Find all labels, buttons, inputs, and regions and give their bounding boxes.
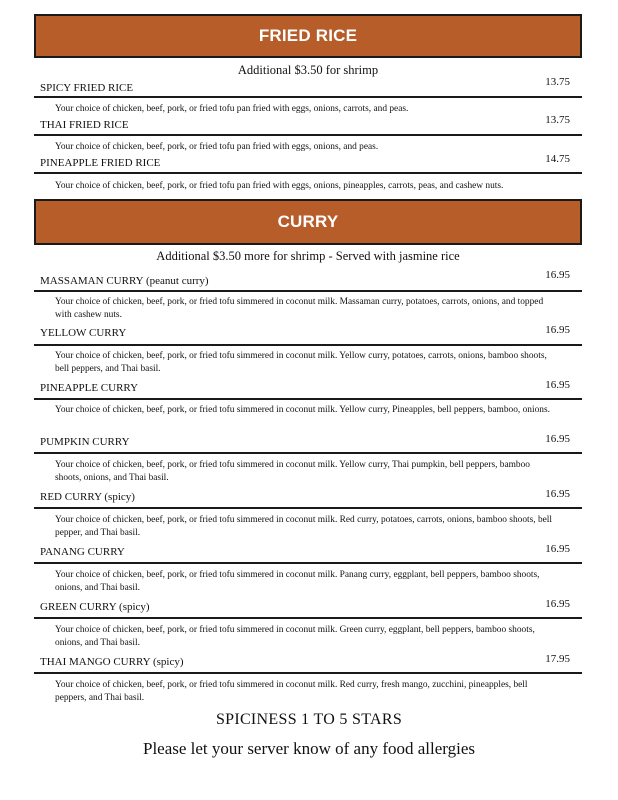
curry-banner xyxy=(34,199,582,245)
item-divider xyxy=(34,134,582,136)
menu-item-price: 16.95 xyxy=(545,269,570,281)
item-divider xyxy=(34,452,582,454)
menu-item-price: 16.95 xyxy=(545,598,570,610)
curry-heading: CURRY xyxy=(277,212,339,231)
menu-item-name: PANANG CURRY xyxy=(40,546,125,558)
menu-item-name: RED CURRY (spicy) xyxy=(40,491,135,503)
menu-item-name: THAI MANGO CURRY (spicy) xyxy=(40,656,184,668)
item-divider xyxy=(34,398,582,400)
fried-rice-note: Additional $3.50 for shrimp xyxy=(237,63,379,77)
menu-item-description: Your choice of chicken, beef, pork, or fried tofu pan fried with eggs, onions, carrots, and peas. xyxy=(55,104,409,114)
menu-item-name: PINEAPPLE FRIED RICE xyxy=(40,157,161,169)
menu-item-name: YELLOW CURRY xyxy=(40,327,127,339)
menu-item-price: 16.95 xyxy=(545,543,570,555)
menu-item-description: Your choice of chicken, beef, pork, or fried tofu simmered in coconut milk. Green curry, eggplant, bell peppers, bamboo shoots, onions, and Thai basil. xyxy=(55,625,535,648)
item-divider xyxy=(34,172,582,174)
menu-item-description: Your choice of chicken, beef, pork, or fried tofu simmered in coconut milk. Red curry, potatoes, carrots, onions, bamboo shoots, bell pepper, and Thai basil. xyxy=(55,515,553,538)
allergy-note: Please let your server know of any food allergies xyxy=(142,739,476,758)
menu-item-name: GREEN CURRY (spicy) xyxy=(40,601,150,613)
item-divider xyxy=(34,344,582,346)
menu-item-description: Your choice of chicken, beef, pork, or fried tofu pan fried with eggs, onions, pineapples, carrots, peas, and cashew nuts. xyxy=(55,181,504,191)
menu-item-name: PUMPKIN CURRY xyxy=(40,436,130,448)
menu-item-description: Your choice of chicken, beef, pork, or fried tofu simmered in coconut milk. Panang curry, eggplant, bell peppers, bamboo shoots, onions, and Thai basil. xyxy=(55,570,540,593)
menu-item-description: Your choice of chicken, beef, pork, or fried tofu simmered in coconut milk. Yellow curry, Thai pumpkin, bell peppers, bamboo shoots, onions, and Thai basil. xyxy=(55,460,530,483)
item-divider xyxy=(34,96,582,98)
menu-item-price: 16.95 xyxy=(545,488,570,500)
menu-item-description: Your choice of chicken, beef, pork, or fried tofu simmered in coconut milk. Red curry, fresh mango, zucchini, pineapples, bell peppers, and Thai basil. xyxy=(55,680,528,703)
item-divider xyxy=(34,562,582,564)
menu-item-name: THAI FRIED RICE xyxy=(40,119,129,131)
menu-item-name: SPICY FRIED RICE xyxy=(40,82,134,94)
menu-item-description: Your choice of chicken, beef, pork, or fried tofu simmered in coconut milk. Yellow curry, potatoes, carrots, onions, bamboo shoots, bell peppers, and Thai basil. xyxy=(55,351,547,374)
item-divider xyxy=(34,672,582,674)
menu-item-price: 16.95 xyxy=(545,379,570,391)
menu-item-price: 13.75 xyxy=(545,76,570,88)
menu-item-price: 16.95 xyxy=(545,433,570,445)
menu-item-name: PINEAPPLE CURRY xyxy=(40,382,139,394)
menu-item-description: Your choice of chicken, beef, pork, or fried tofu simmered in coconut milk. Massaman curry, potatoes, carrots, onions, and topped with cashew nuts. xyxy=(55,297,544,320)
menu-item-price: 13.75 xyxy=(545,114,570,126)
menu-item-price: 14.75 xyxy=(545,153,570,165)
curry-note: Additional $3.50 more for shrimp - Served with jasmine rice xyxy=(156,249,460,263)
menu-item-price: 16.95 xyxy=(545,324,570,336)
item-divider xyxy=(34,507,582,509)
item-divider xyxy=(34,290,582,292)
item-divider xyxy=(34,617,582,619)
menu-item-name: MASSAMAN CURRY (peanut curry) xyxy=(40,275,209,287)
fried-rice-heading: FRIED RICE xyxy=(258,26,358,45)
fried-rice-banner xyxy=(34,14,582,58)
menu-item-price: 17.95 xyxy=(545,653,570,665)
menu-item-description: Your choice of chicken, beef, pork, or fried tofu pan fried with eggs, onions, and peas. xyxy=(55,142,379,152)
spiciness-note: SPICINESS 1 TO 5 STARS xyxy=(215,711,403,728)
menu-item-description: Your choice of chicken, beef, pork, or fried tofu simmered in coconut milk. Yellow curry, Pineapples, bell peppers, bamboo, onions. xyxy=(55,405,550,415)
